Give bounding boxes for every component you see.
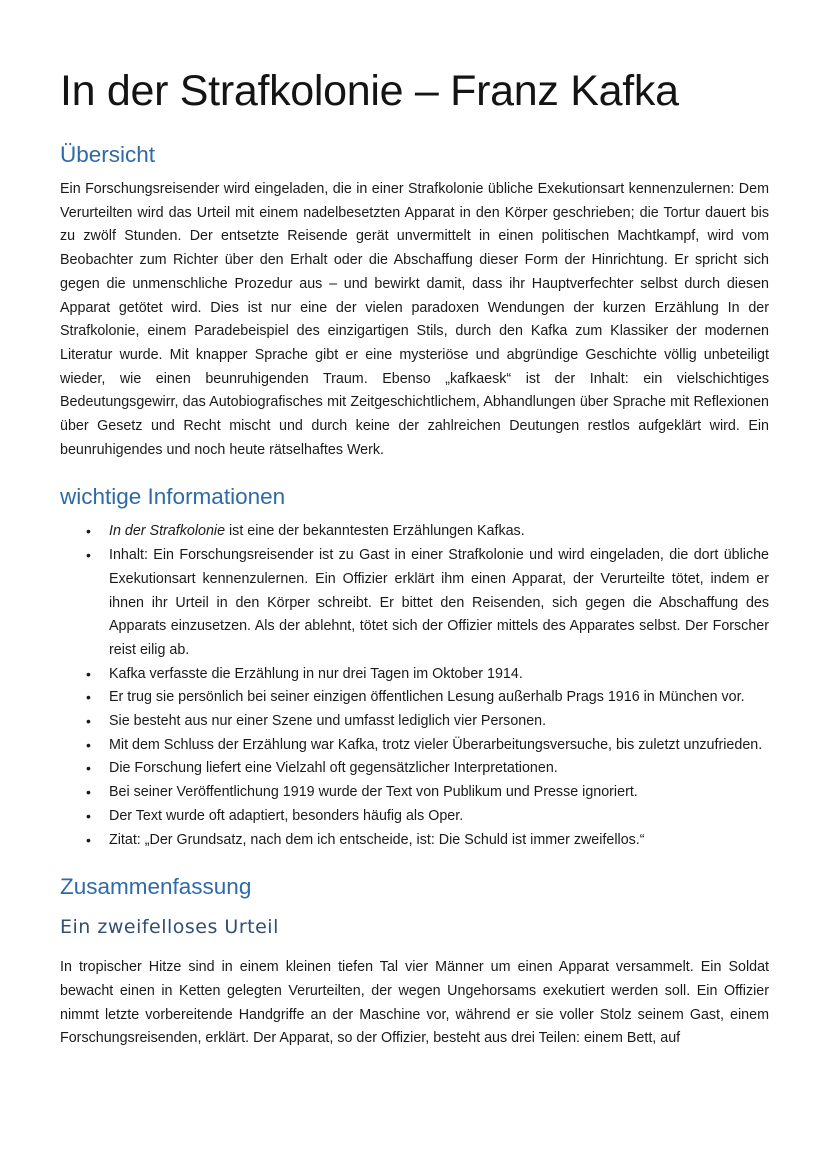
bullet-icon: • <box>86 807 91 824</box>
work-title: In der Strafkolonie <box>109 523 226 540</box>
list-item <box>60 805 769 829</box>
list-item-text: Kafka verfasste die Erzählung in nur drei Tagen im Oktober 1914. <box>109 665 523 682</box>
summary-subheading: Ein zweifelloses Urteil <box>60 916 279 939</box>
list-item-text: Zitat: „Der Grundsatz, nach dem ich entscheide, ist: Die Schuld ist immer zweifellos.“ <box>109 831 645 848</box>
list-item-text: ist eine der bekanntesten Erzählungen Kafkas. <box>225 523 525 540</box>
list-item <box>60 544 769 663</box>
bullet-icon: • <box>86 523 91 540</box>
list-item <box>60 757 769 781</box>
bullet-icon: • <box>86 713 91 730</box>
list-item <box>60 734 769 758</box>
list-item-text: Sie besteht aus nur einer Szene und umfasst lediglich vier Personen. <box>109 713 547 730</box>
list-item-text: Die Forschung liefert eine Vielzahl oft gegensätzlicher Interpretationen. <box>109 760 558 777</box>
list-item <box>60 829 769 853</box>
document-page <box>60 62 769 1051</box>
list-item-text: Mit dem Schluss der Erzählung war Kafka, trotz vieler Überarbeitungsversuche, bis zuletzt unzufrieden. <box>109 736 763 753</box>
list-item <box>60 520 769 544</box>
list-item-text: Der Text wurde oft adaptiert, besonders häufig als Oper. <box>109 807 464 824</box>
bullet-icon: • <box>86 736 91 753</box>
info-list <box>60 520 769 852</box>
list-item-text: Er trug sie persönlich bei seiner einzigen öffentlichen Lesung außerhalb Prags 1916 in München vor. <box>109 689 745 706</box>
document-title: In der Strafkolonie – Franz Kafka <box>60 67 679 115</box>
bullet-icon: • <box>86 547 91 564</box>
list-item-text: Inhalt: Ein Forschungsreisender ist zu Gast in einer Strafkolonie und wird eingeladen, die dort übliche Exekutionsart kennenzulernen. Ein Offizier erklärt ihm einen Apparat, der Verurteilte tötet, indem er ihnen ihr Urteil in den Körper schreibt. Er bittet den Reisenden, sich gegen die Abschaffung des Apparats einzusetzen. Als der ablehnt, tötet sich der Offizier mittels des Apparates selbst. Der Forscher reist eilig ab. <box>109 547 769 658</box>
list-item <box>60 710 769 734</box>
bullet-icon: • <box>86 831 91 848</box>
info-heading: wichtige Informationen <box>60 484 286 510</box>
summary-heading: Zusammenfassung <box>60 874 252 900</box>
overview-paragraph: Ein Forschungsreisender wird eingeladen, die in einer Strafkolonie übliche Exekutionsart kennenzulernen: Dem Verurteilten wird das Urteil mit einem nadelbesetzten Apparat in den Körper geschrieben; die Tortur dauert bis zu zwölf Stunden. Der entsetzte Reisende gerät unvermittelt in einen politischen Machtkampf, wird vom Beobachter zum Richter über den Erhalt oder die Abschaffung dieser Form der Hinrichtung. Er spricht sich gegen die unmenschliche Prozedur aus – und bewirkt damit, dass ihr Hauptverfechter selbst durch diesen Apparat getötet wird. Dies ist nur eine der vielen paradoxen Wendungen der kurzen Erzählung In der Strafkolonie, einem Paradebeispiel des einzigartigen Stils, durch den Kafka zum Klassiker der modernen Literatur wurde. Mit knapper Sprache gibt er eine mysteriöse und abgründige Geschichte völlig unbeteiligt wieder, wie einen beunruhigenden Traum. Ebenso „kafkaesk“ ist der Inhalt: ein vielschichtiges Bedeutungsgewirr, das Autobiografisches mit Zeitgeschichtlichem, Abhandlungen über Sprache mit Reflexionen über Gesetz und Recht mischt und durch keine der zahlreichen Deutungen restlos aufgeklärt wird. Ein beunruhigendes und noch heute rätselhaftes Werk. <box>60 181 769 458</box>
bullet-icon: • <box>86 760 91 777</box>
bullet-icon: • <box>86 665 91 682</box>
list-item <box>60 663 769 687</box>
bullet-icon: • <box>86 784 91 801</box>
list-item <box>60 686 769 710</box>
list-item <box>60 781 769 805</box>
summary-paragraph: In tropischer Hitze sind in einem kleinen tiefen Tal vier Männer um einen Apparat versammelt. Ein Soldat bewacht einen in Ketten gelegten Verurteilten, der wegen Ungehorsams exekutiert werden soll. Ein Offizier nimmt letzte vorbereitende Handgriffe an der Maschine vor, während er sie voller Stolz seinem Gast, einem Forschungsreisenden, erklärt. Der Apparat, so der Offizier, besteht aus drei Teilen: einem Bett, auf <box>60 959 769 1047</box>
overview-heading: Übersicht <box>60 142 156 167</box>
bullet-icon: • <box>86 689 91 706</box>
list-item-text: Bei seiner Veröffentlichung 1919 wurde der Text von Publikum und Presse ignoriert. <box>109 784 638 801</box>
